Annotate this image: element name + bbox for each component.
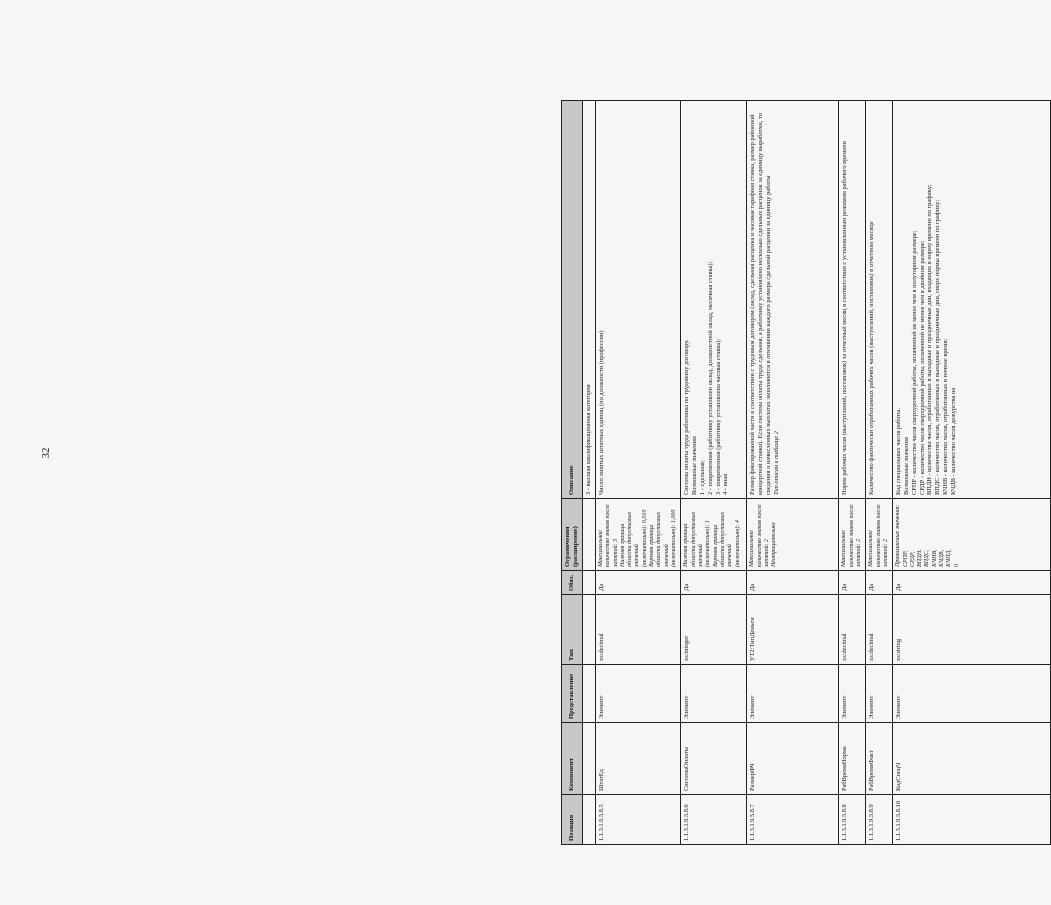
cell-required: Да <box>747 571 839 595</box>
description-line: Тип описан в таблице 2 <box>772 431 780 495</box>
limit-line: Верхняя граница области допустимых значений (включительно): 4 <box>712 511 741 567</box>
cell-type: xs:decimal <box>839 595 866 665</box>
description-line: 2 - повременная (работнику установлен оклад, должностной оклад, месячная ставка); <box>706 261 714 495</box>
description-line: КЧНВ - количество часов, отработанных в ночное время; <box>942 338 950 495</box>
cell-representation: Элемент <box>747 665 839 723</box>
limit-line: КЧНВ, <box>931 549 938 567</box>
limit-line: Нижняя граница области допустимых значений (включительно): 1 <box>683 511 712 567</box>
cell-type: xs:string <box>893 595 1051 665</box>
description-line: 4 - иная <box>722 473 730 495</box>
description-line: СРПР - количество часов сверхурочной работы, оплаченной не менее чем в полуторном размере; <box>910 230 918 495</box>
rotated-table-container <box>561 100 1051 845</box>
cell-description <box>839 101 866 499</box>
table-row <box>595 101 680 845</box>
column-header-position: Позиция <box>562 795 583 845</box>
cell-representation: Элемент <box>595 665 680 723</box>
table-header-row <box>562 101 583 845</box>
cell-representation: Элемент <box>866 665 893 723</box>
cell-component: РабВремяНорма <box>839 723 866 795</box>
description-line: Число занятых штатных единиц (по должности (профессии) <box>597 330 605 495</box>
cell-required: Да <box>893 571 1051 595</box>
description-line: Норма рабочих часов (выступлений, постановок) за отчетный месяц в соответствии с установленным режимом рабочего времени <box>841 141 849 495</box>
continuation-cell-empty <box>583 665 596 723</box>
cell-description <box>866 101 893 499</box>
table-row <box>866 101 893 845</box>
column-header-representation: Представление <box>562 665 583 723</box>
limit-line: Максимальное количество знаков после запятой: 2 <box>868 504 889 567</box>
limit-line: Максимальное количество знаков после запятой: 2 <box>841 504 862 567</box>
limit-line: Неотрицательно <box>771 522 778 567</box>
cell-representation: Элемент <box>839 665 866 723</box>
cell-component: ШтатЕд <box>595 723 680 795</box>
cell-component: СистемаОплаты <box>681 723 747 795</box>
description-line: Код специальных часов работы. <box>895 407 903 495</box>
limit-line: 0 <box>953 564 960 567</box>
cell-type: xs:decimal <box>595 595 680 665</box>
column-header-component: Компонент <box>562 723 583 795</box>
cell-representation: Элемент <box>681 665 747 723</box>
cell-position: 1.1.3.1.9.5.8.7 <box>747 795 839 845</box>
cell-limits <box>866 499 893 571</box>
page-number: 32 <box>40 447 52 459</box>
cell-description <box>893 101 1051 499</box>
cell-description <box>747 101 839 499</box>
description-line: Размер фиксированной части в соответствии с трудовым договором (оклад, сдельная расценка и часовая тарифная ставка, размер районной концертной ставки). Если система оплаты труда сдельная, а работнику установлено несколько сдельных расценок за единицу выработки, то сведения о начисленных выплатах заполняются в отношении каждого размера сдельной расценки за единицу работы <box>749 113 772 495</box>
specification-table <box>561 100 1051 845</box>
cell-required: Да <box>595 571 680 595</box>
cell-required: Да <box>681 571 747 595</box>
cell-component: РабВремяФакт <box>866 723 893 795</box>
cell-limits <box>839 499 866 571</box>
cell-limits <box>893 499 1051 571</box>
column-header-type: Тип <box>562 595 583 665</box>
cell-position: 1.1.3.1.9.5.8.9 <box>866 795 893 845</box>
limit-line: Принимаемые значения: <box>895 504 902 567</box>
table-row <box>893 101 1051 845</box>
table-continuation-row <box>583 101 596 845</box>
cell-type: УТ2:ТипДеньги <box>747 595 839 665</box>
continuation-cell-empty <box>583 595 596 665</box>
limit-line: Нижняя граница области допустимых значений (включительно): 0,010 <box>619 509 648 567</box>
column-header-limits: Ограничения (расширение) <box>562 499 583 571</box>
description-line: СРДР - количество часов сверхурочной работы, оплаченной не менее чем в двойном размере; <box>918 240 926 495</box>
cell-description <box>681 101 747 499</box>
description-line: Возможные значения <box>903 437 910 495</box>
limit-line: КЧПД, <box>946 549 953 567</box>
description-line: Количество фактически отработанных рабочих часов (выступлений, постановок) в отчетном месяце <box>868 221 876 495</box>
cell-position: 1.1.3.1.9.5.8.10 <box>893 795 1051 845</box>
table-row <box>681 101 747 845</box>
description-line: 3 - повременная (работнику установлена часовая ставка); <box>714 338 722 495</box>
cell-description <box>595 101 680 499</box>
cell-type: xs:decimal <box>866 595 893 665</box>
cell-position: 1.1.3.1.9.5.8.6 <box>681 795 747 845</box>
cell-representation: Элемент <box>893 665 1051 723</box>
table-row <box>839 101 866 845</box>
continuation-cell-empty <box>583 499 596 571</box>
limit-line: ВПДС, <box>924 549 931 567</box>
continuation-cell-text: 3 - высшая квалификационная категория <box>583 101 596 499</box>
cell-position: 1.1.3.1.9.5.8.5 <box>595 795 680 845</box>
limit-line: Верхняя граница области допустимых значений (включительно): 1,000 <box>649 509 677 567</box>
description-line: Система оплаты труда работника по трудовому договору. <box>683 339 691 495</box>
cell-component: РазмерФЧ <box>747 723 839 795</box>
limit-line: СРДР, <box>909 551 916 567</box>
cell-required: Да <box>839 571 866 595</box>
table-row <box>747 101 839 845</box>
continuation-cell-empty <box>583 795 596 845</box>
cell-position: 1.1.3.1.9.5.8.8 <box>839 795 866 845</box>
cell-limits <box>681 499 747 571</box>
description-line: Возможные значения: <box>691 435 699 495</box>
continuation-cell-empty <box>583 723 596 795</box>
description-line: 1 - сдельная; <box>698 460 706 495</box>
limit-line: ВПДН, <box>917 549 924 567</box>
limit-line: Максимальное количество знаков после запятой: 2 <box>749 504 770 567</box>
limit-line: СРПР, <box>902 550 909 567</box>
cell-type: xs:integer <box>681 595 747 665</box>
column-header-description: Описание <box>562 101 583 499</box>
limit-line: Максимальное количество знаков после запятой: 3 <box>597 504 619 567</box>
column-header-required: Обяз. <box>562 571 583 595</box>
description-line: КЧДВ - количество часов дежурства на <box>949 387 957 495</box>
limit-line: КЧДВ, <box>939 549 946 567</box>
cell-component: КодСпецЧ <box>893 723 1051 795</box>
cell-required: Да <box>866 571 893 595</box>
continuation-cell-empty <box>583 571 596 595</box>
description-line: ВПДС - количество часов, отработанных в выходные и праздничные дни, сверх нормы времени по графику; <box>934 199 942 495</box>
cell-limits <box>747 499 839 571</box>
cell-limits <box>595 499 680 571</box>
description-line: ВПДН - количество часов, отработанных в выходные и праздничные дни, входящих в норму времени по графику; <box>926 184 934 495</box>
